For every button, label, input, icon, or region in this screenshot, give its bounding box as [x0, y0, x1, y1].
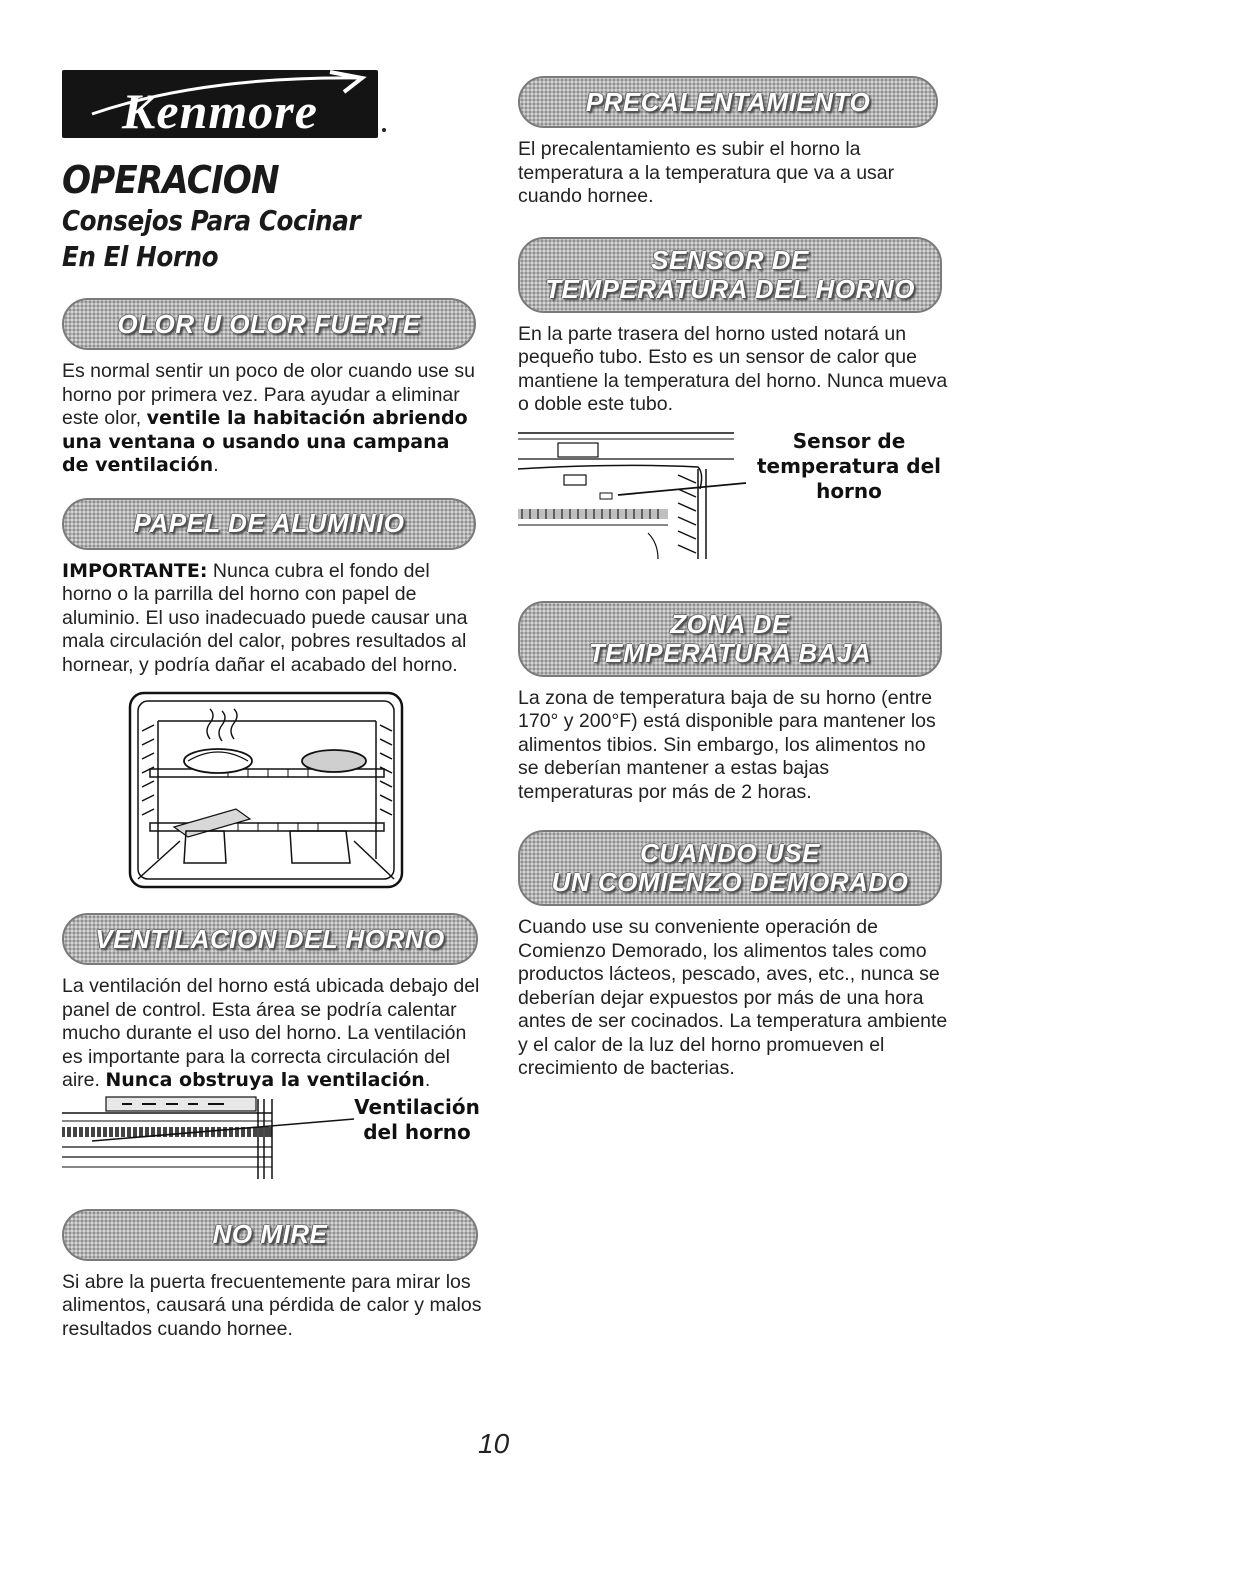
ventilacion-bold-text: Nunca obstruya la ventilación: [105, 1069, 425, 1091]
sensor-caption-line1: Sensor de: [792, 428, 906, 453]
olor-bold-text: ventile la habitación abriendo una ventana o usando una campana de ventilación: [62, 407, 468, 476]
sensor-caption: [754, 429, 944, 504]
papel-text: Nunca cubra el fondo del horno o la parrilla del horno con papel de aluminio. El uso inadecuado puede causar una mala circulación del calor, pobres resultados al hornear, y podría dañar el acabado del horno.: [62, 559, 468, 676]
zona-heading: [518, 601, 942, 677]
vent-diagram-block: [62, 1095, 482, 1185]
kenmore-logo: [62, 70, 378, 138]
sensor-paragraph: En la parte trasera del horno usted notará un pequeño tubo. Esto es un sensor de calor que mantiene la temperatura del horno. Nunca mueva o doble este tubo.: [518, 322, 948, 415]
comienzo-heading-line1: CUANDO USE: [640, 838, 820, 868]
right-column: [518, 70, 948, 1081]
sensor-illustration: [518, 429, 758, 579]
zona-heading-line1: ZONA DE: [670, 608, 790, 639]
oven-racks-illustration: [128, 691, 406, 891]
ventilacion-heading-text: VENTILACION DEL HORNO: [95, 923, 445, 954]
papel-heading: [62, 498, 476, 550]
comienzo-heading-line2: UN COMIENZO DEMORADO: [551, 867, 909, 897]
zona-paragraph: La zona de temperatura baja de su horno (entre 170° y 200°F) está disponible para mantener los alimentos tibios. Sin embargo, los alimentos no se deberían mantener a estas bajas temperaturas por más de 2 horas.: [518, 686, 936, 803]
papel-bold-text: IMPORTANTE:: [62, 559, 208, 582]
precalentamiento-heading-text: PRECALENTAMIENTO: [585, 86, 871, 117]
logo-dot: [382, 128, 386, 132]
vent-caption: [352, 1095, 482, 1145]
sensor-caption-line2: temperatura del: [756, 453, 942, 478]
ventilacion-paragraph: [62, 975, 482, 1093]
ventilacion-text: La ventilación del horno está ubicada debajo del panel de control. Esta área se podría calentar mucho durante el uso del horno. La ventilación es importante para la correcta circulación del aire.: [62, 975, 480, 1091]
olor-paragraph: [62, 360, 482, 478]
sensor-caption-line3: horno: [816, 478, 882, 503]
left-column: [62, 70, 482, 1341]
precalentamiento-heading: [518, 76, 938, 128]
precalentamiento-paragraph: El precalentamiento es subir el horno la temperatura a la temperatura que va a usar cuando hornee.: [518, 138, 895, 207]
vent-illustration: [62, 1095, 362, 1185]
page-subtitle-line2: En El Horno: [62, 240, 219, 273]
page-number: 10: [478, 1428, 510, 1459]
olor-end: .: [213, 454, 219, 476]
nomire-paragraph: Si abre la puerta frecuentemente para mirar los alimentos, causará una pérdida de calor y malos resultados cuando hornee.: [62, 1270, 482, 1340]
sensor-heading: [518, 237, 942, 313]
sensor-diagram-block: [518, 429, 948, 579]
comienzo-heading: [518, 830, 942, 906]
zona-heading-line2: TEMPERATURA BAJA: [588, 637, 872, 668]
vent-caption-line2: del horno: [363, 1119, 471, 1144]
nomire-heading: [62, 1209, 478, 1261]
olor-heading-text: OLOR U OLOR FUERTE: [117, 308, 421, 339]
sensor-heading-line2: TEMPERATURA DEL HORNO: [545, 273, 915, 304]
brand-name: Kenmore: [122, 83, 318, 138]
ventilacion-end: .: [424, 1069, 431, 1091]
ventilacion-heading: [62, 913, 478, 965]
papel-heading-text: PAPEL DE ALUMINIO: [133, 508, 405, 538]
olor-text: Es normal sentir un poco de olor cuando use su horno por primera vez. Para ayudar a eliminar este olor,: [62, 360, 475, 429]
sensor-heading-line1: SENSOR DE: [651, 244, 809, 275]
page-title: OPERACION: [62, 158, 279, 202]
page-subtitle-line1: Consejos Para Cocinar: [62, 204, 361, 237]
comienzo-paragraph: Cuando use su conveniente operación de Comienzo Demorado, los alimentos tales como productos lácteos, pescado, aves, etc., nunca se deberían dejar expuestos por más de una hora antes de ser cocinados. La temperatura ambiente y el calor de la luz del horno promueven el crecimiento de bacterias.: [518, 916, 948, 1079]
papel-paragraph: [62, 560, 482, 678]
vent-caption-line1: Ventilación: [354, 1094, 480, 1119]
nomire-heading-text: NO MIRE: [212, 1219, 328, 1249]
olor-heading: [62, 298, 476, 350]
